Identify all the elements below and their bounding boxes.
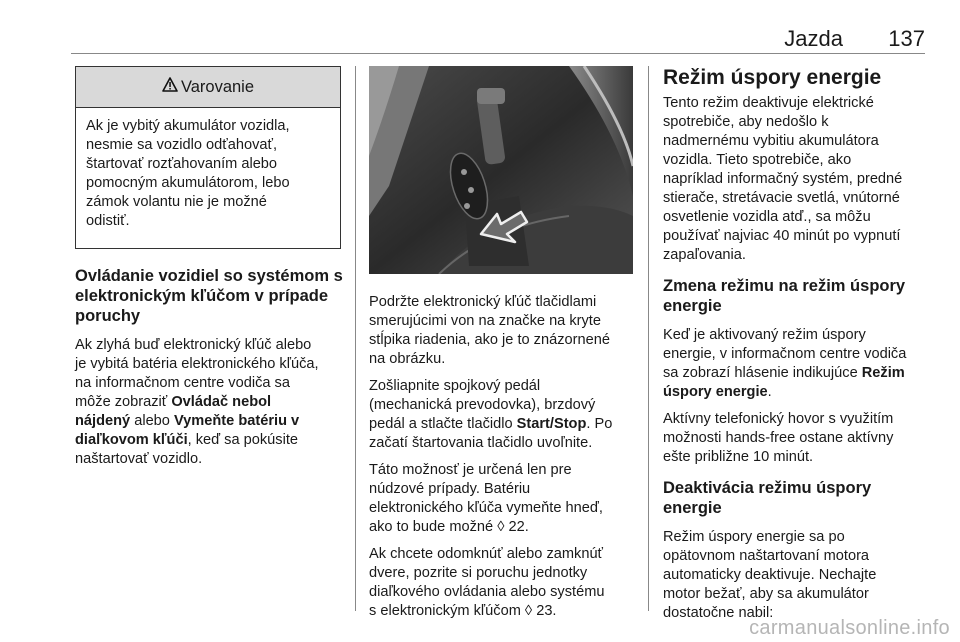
section-heading-electronic-key-failure: Ovládanie vozidiel so systémom s elektronickým kľúčom v prípade poruchy: [75, 267, 343, 325]
column-3: [663, 66, 928, 623]
warning-box: [75, 66, 341, 249]
paragraph-press-start: Zošliapnite spojkový pedál (mechanická prevodovka), brzdový pedál a stlačte tlačidlo Start/Stop. Po začatí štartovania tlačidlo uvoľnite.: [369, 378, 613, 451]
paragraph-deactivation: Režim úspory energie sa po opätovnom naštartovaní motora automaticky deaktivuje. Nechajte motor bežať, aby sa akumulátor dostatočne nabil:: [663, 529, 877, 621]
paragraph-energy-saving: Tento režim deaktivuje elektrické spotrebiče, aby nedošlo k nadmernému vybitiu akumulátora vozidla. Tieto spotrebiče, ako napríklad informačný systém, predné stierače, stretávacie svetlá, vnútorné osvetlenie vozidla atď., sa môžu používať najviac 40 minút po vypnutí zapaľovania.: [663, 95, 903, 263]
paragraph-hold-key: Podržte elektronický kľúč tlačidlami smerujúcimi von na značke na kryte stĺpika riadenia, ako je to znázornené na obrázku.: [369, 294, 610, 367]
warning-body: [76, 108, 340, 240]
page-reference-icon: ◊: [497, 519, 505, 535]
paragraph-lock-unlock: Ak chcete odomknúť alebo zamknúť dvere, pozrite si poruchu jednotky diaľkového ovládania alebo systému s elektronickým kľúčom ◊ 23.: [369, 546, 605, 619]
paragraph-activated-message: Keď je aktivovaný režim úspory energie, v informačnom centre vodiča sa zobrazí hlásenie indikujúce Režim úspory energie.: [663, 327, 907, 400]
heading-switch-to-saving: Zmena režimu na režim úspory energie: [663, 277, 906, 315]
column-divider-1: [355, 66, 356, 611]
paragraph-phone-call: Aktívny telefonický hovor s využitím možnosti hands-free ostane aktívny ešte približne 10 minút.: [663, 411, 894, 465]
page-reference-link[interactable]: 22.: [508, 519, 529, 535]
warning-text: Ak je vybitý akumulátor vozidla, nesmie sa vozidlo odťahovať, štartovať rozťahovaním alebo pomocným akumulátorom, lebo zámok volantu nie je možné odistiť.: [86, 118, 290, 229]
column-divider-2: [648, 66, 649, 611]
paragraph-key-failure: Ak zlyhá buď elektronický kľúč alebo je vybitá batéria elektronického kľúča, na informačnom centre vodiča sa môže zobraziť Ovládač nebol nájdený alebo Vymeňte batériu v diaľkovom kľúči, keď sa pokúsite naštartovať vozidlo.: [75, 337, 319, 467]
watermark: carmanualsonline.info: [749, 617, 950, 639]
column-1: [75, 66, 345, 469]
section-title: Jazda: [784, 26, 843, 51]
steering-column-photo: [369, 66, 633, 274]
warning-triangle-icon: [162, 77, 178, 97]
heading-deactivation: Deaktivácia režimu úspory energie: [663, 479, 872, 517]
column-2: [369, 66, 633, 621]
page-header: [71, 26, 925, 54]
paragraph-emergency: Táto možnosť je určená len pre núdzové prípady. Batériu elektronického kľúča vymeňte hneď, ako to bude možné ◊ 22.: [369, 462, 603, 535]
page-number: 137: [888, 26, 925, 51]
page-reference-link[interactable]: 23.: [536, 603, 557, 619]
warning-title: Varovanie: [180, 77, 255, 96]
energy-saving-title: Režim úspory energie: [663, 66, 882, 89]
header-rule: [71, 53, 925, 54]
warning-header: [76, 67, 340, 108]
page-reference-icon: ◊: [524, 603, 533, 619]
